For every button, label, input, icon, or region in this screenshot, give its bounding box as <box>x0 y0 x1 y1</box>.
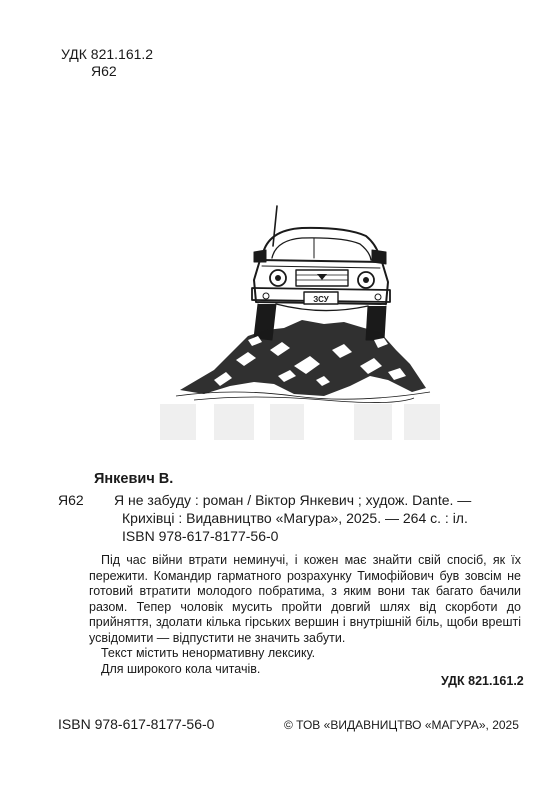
annotation <box>89 553 521 677</box>
license-plate-label: ЗСУ <box>313 295 329 304</box>
author-heading: Янкевич В. <box>94 471 174 487</box>
record-body <box>114 492 524 546</box>
annotation-paragraph: Під час війни втрати неминучі, і кожен має знайти свій спосіб, як їх пережити. Командир гарматного розрахунку Тимофійович був зовсім не готовий втратити молодого побратима, з яким вони так багато бачили разом. Тепер чоловік мусить пройти довгий шлях від скорботи до прийняття, здолати кілька гірських вершин і внутрішній біль, щоби врешті усвідомити — відпустити не значить забути. <box>89 553 521 645</box>
udk-footer-code: УДК 821.161.2 <box>441 674 524 688</box>
military-pickup-truck-sketch-icon <box>174 200 432 412</box>
isbn-footer: ISBN 978-617-8177-56-0 <box>58 716 215 732</box>
record-line: Крихівці : Видавництво «Магура», 2025. — 264 с. : іл. <box>122 510 468 526</box>
record-isbn: ISBN 978-617-8177-56-0 <box>122 528 279 544</box>
cutter-code: Я62 <box>58 492 84 508</box>
content-warning: Текст містить ненормативну лексику. <box>101 646 316 660</box>
udk-block <box>61 46 153 80</box>
cutter-code: Я62 <box>91 63 117 79</box>
udk-code: УДК 821.161.2 <box>61 46 154 62</box>
audience-note: Для широкого кола читачів. <box>101 661 261 676</box>
record-line: Я не забуду : роман / Віктор Янкевич ; худож. Dante. — <box>114 492 472 508</box>
copyright-notice: © ТОВ «ВИДАВНИЦТВО «МАГУРА», 2025 <box>284 718 519 732</box>
